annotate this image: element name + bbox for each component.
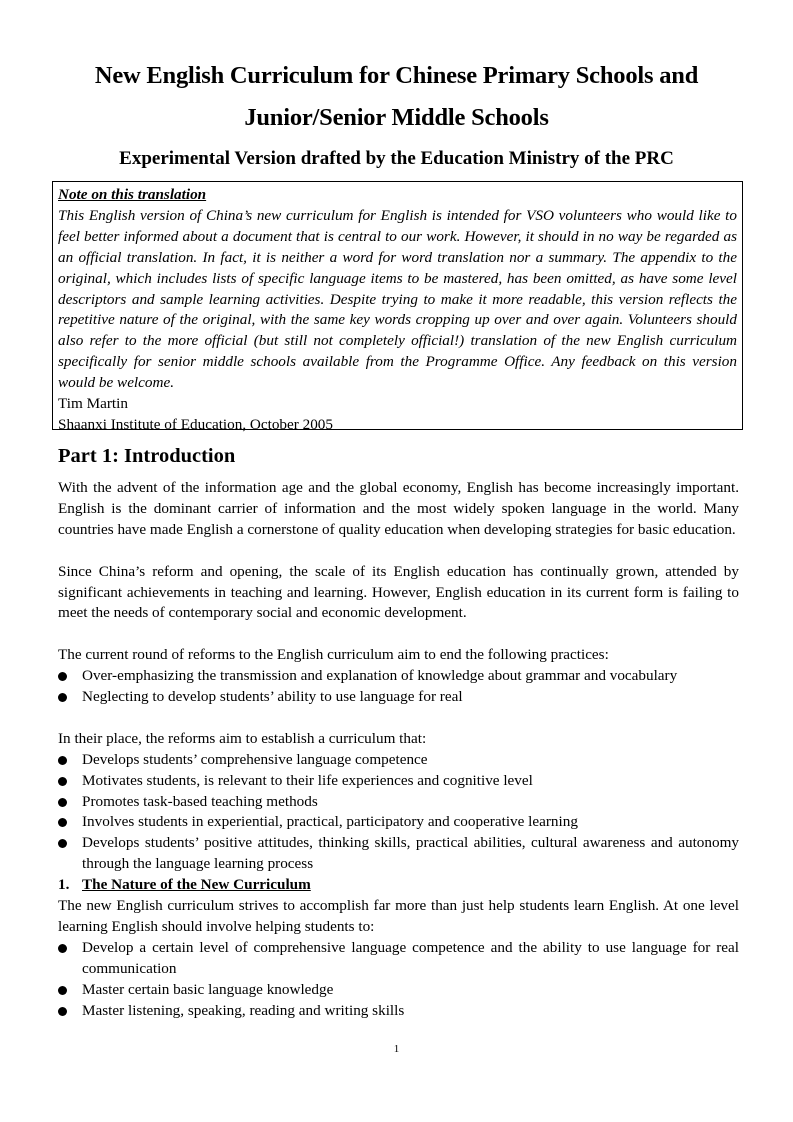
list-item: Over-emphasizing the transmission and explanation of knowledge about grammar and vocabulary xyxy=(58,666,739,687)
document-title-line-1: New English Curriculum for Chinese Primary Schools and xyxy=(94,62,699,89)
translation-note-box xyxy=(52,181,743,433)
section-1-list xyxy=(58,938,739,1022)
list-item: Develops students’ positive attitudes, thinking skills, practical abilities, cultural awareness and autonomy through the language learning process xyxy=(58,833,739,875)
intro-paragraph-3: The current round of reforms to the English curriculum aim to end the following practices: xyxy=(58,646,609,664)
bullet-icon xyxy=(58,944,67,953)
section-1-paragraph: The new English curriculum strives to accomplish far more than just help students learn English. At one level learning English should involve helping students to: xyxy=(58,897,739,935)
note-author: Tim Martin xyxy=(58,395,128,413)
list-item: Neglecting to develop students’ ability to use language for real xyxy=(58,687,739,708)
note-heading: Note on this translation xyxy=(58,186,207,203)
note-affiliation: Shaanxi Institute of Education, October 2005 xyxy=(58,415,333,433)
note-body: This English version of China’s new curriculum for English is intended for VSO volunteers who would like to feel better informed about a document that is central to our work. However, it should in no way be regarded as an official translation. In fact, it is neither a word for word translation nor a summary. The appendix to the original, which includes lists of specific language items to be mastered, has been omitted, as have some level descriptors and sample learning activities. Despite trying to make it more readable, this version reflects the repetitive nature of the original, with the same key words cropping up over and over again. Volunteers should also refer to the more official (but still not completely official!) translation of the new English curriculum specifically for senior middle schools available from the Programme Office. Any feedback on this version would be welcome. xyxy=(58,206,737,392)
bullet-icon xyxy=(58,986,67,995)
part1-content xyxy=(58,478,739,1022)
intro-paragraph-4: In their place, the reforms aim to establish a curriculum that: xyxy=(58,729,427,747)
list-item: Motivates students, is relevant to their life experiences and cognitive level xyxy=(58,771,739,792)
bullet-icon xyxy=(58,693,67,702)
intro-paragraph-2: Since China’s reform and opening, the scale of its English education has continually grown, attended by significant achievements in teaching and learning. However, English education in its current form is failing to meet the needs of contemporary social and economic development. xyxy=(58,562,739,622)
document-title-line-2: Junior/Senior Middle Schools xyxy=(244,104,549,131)
practices-list xyxy=(58,666,739,708)
list-item: Develops students’ comprehensive language competence xyxy=(58,750,739,771)
paragraph-spacer xyxy=(58,541,739,562)
list-item: Master certain basic language knowledge xyxy=(58,980,739,1001)
document-subtitle: Experimental Version drafted by the Education Ministry of the PRC xyxy=(119,148,674,169)
bullet-icon xyxy=(58,818,67,827)
intro-paragraph-1: With the advent of the information age and the global economy, English has become increasingly important. English is the dominant carrier of information and the most widely spoken language in the world. Many countries have made English a cornerstone of quality education when developing strategies for basic education. xyxy=(58,479,739,538)
section-1-heading xyxy=(58,875,739,896)
section-title: The Nature of the New Curriculum xyxy=(82,876,311,894)
list-item: Master listening, speaking, reading and writing skills xyxy=(58,1001,739,1022)
bullet-icon xyxy=(58,839,67,848)
bullet-icon xyxy=(58,1007,67,1016)
list-item: Promotes task-based teaching methods xyxy=(58,792,739,813)
paragraph-spacer xyxy=(58,624,739,645)
bullet-icon xyxy=(58,672,67,681)
aims-list xyxy=(58,750,739,875)
part1-heading: Part 1: Introduction xyxy=(58,445,236,467)
bullet-icon xyxy=(58,777,67,786)
list-item: Involves students in experiential, practical, participatory and cooperative learning xyxy=(58,812,739,833)
bullet-icon xyxy=(58,798,67,807)
page-number: 1 xyxy=(393,1043,400,1055)
paragraph-spacer xyxy=(58,708,739,729)
section-number: 1. xyxy=(58,876,70,894)
list-item: Develop a certain level of comprehensive language competence and the ability to use language for real communication xyxy=(58,938,739,980)
bullet-icon xyxy=(58,756,67,765)
